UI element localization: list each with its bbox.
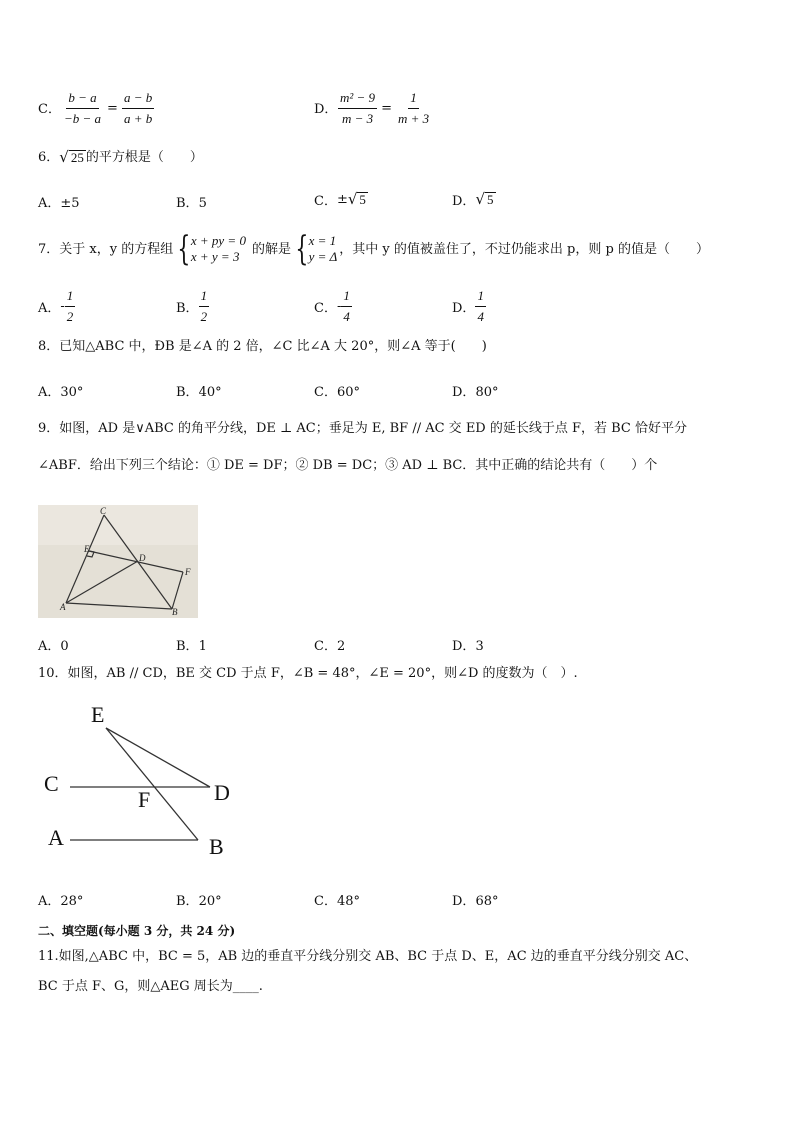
left-brace-icon: { (295, 229, 309, 269)
q9-label-c: C (100, 506, 107, 516)
q7-stem: 7．关于 x，y 的方程组 { x + py = 0 x + y = 3 的解是 { x = 1 y = Δ ，其中 y 的值被盖住了，不过仍能求出 p，则 p 的值是（ ） (38, 229, 709, 269)
q10-option-c: C．48° (314, 894, 360, 909)
q9-option-b: B．1 (176, 639, 207, 654)
q5-option-c-expression: $\frac{b - a}{-b - a}$ = $\frac{a - b}{a + b}$ (64, 90, 153, 126)
q11-stem-line2: BC 于点 F、G，则△AEG 周长为____. (38, 979, 263, 994)
q5-d-fraction-right: $\frac{1}{m + 3}$ (397, 90, 430, 126)
q9-stem-line1: 9．如图，AD 是∨ABC 的角平分线，DE ⊥ AC；垂足为 E, BF // AC 交 ED 的延长线于点 F，若 BC 恰好平分 (38, 421, 688, 436)
q9-option-d: D．3 (452, 639, 484, 654)
q7-option-c: C． - $\frac{1}{4}$ (314, 288, 350, 324)
q8-option-d: D．80° (452, 385, 499, 400)
q9-options (38, 635, 758, 655)
q10-parallel-lines-diagram (38, 700, 248, 865)
q9-label-e: E (84, 544, 90, 554)
q7-option-a: A． - $\frac{1}{2}$ (38, 288, 74, 324)
q7-solution-system: x = 1 y = Δ (308, 233, 338, 264)
q9-figure (38, 505, 198, 618)
q5-option-c-label: C． (38, 102, 61, 117)
q6-option-d: D． √ 5 (452, 190, 494, 209)
q9-label-b: B (172, 607, 178, 617)
q10-figure (38, 700, 248, 865)
section-heading: 二、填空题(每小题 3 分，共 24 分) (38, 924, 236, 938)
q6-stem: 6． √ 25 的平方根是（ ） (38, 148, 203, 167)
q8-option-c: C．60° (314, 385, 360, 400)
q6-option-a: A．±5 (38, 196, 80, 211)
q7-option-b: B． $\frac{1}{2}$ (176, 288, 208, 324)
q7-options (38, 288, 758, 328)
q5-c-fraction-left: $\frac{b - a}{-b - a}$ (64, 90, 102, 126)
q8-option-a: A．30° (38, 385, 84, 400)
q6-options (38, 192, 758, 212)
q9-triangle-diagram (38, 505, 198, 618)
q5-option-d-expression: $\frac{\text{m² − 9}}{m - 3}$ = $\frac{1}{m + 3}$ (340, 90, 430, 126)
q9-stem-line2: ∠ABF．给出下列三个结论：① DE = DF；② DB = DC；③ AD ⊥ BC．其中正确的结论共有（ ）个 (38, 458, 658, 473)
q5-option-d-label: D． (314, 102, 338, 117)
q7-equation-system: x + py = 0 x + y = 3 (190, 233, 246, 264)
q6-option-b: B．5 (176, 196, 207, 211)
q5-d-fraction-left: $\frac{\text{m² − 9}}{m - 3}$ (340, 90, 376, 126)
q9-label-a: A (60, 602, 66, 612)
q10-option-d: D．68° (452, 894, 499, 909)
q10-label-e: E (91, 702, 105, 727)
q6-option-c: C． ± √ 5 (314, 190, 366, 209)
q10-label-b: B (209, 834, 224, 859)
sqrt-symbol: √ 5 (475, 190, 494, 209)
sqrt-symbol: √ 25 (59, 148, 84, 167)
left-brace-icon: { (177, 229, 191, 269)
q7-option-d: D． $\frac{1}{4}$ (452, 288, 484, 324)
q10-options (38, 890, 758, 910)
q9-option-c: C．2 (314, 639, 346, 654)
q8-option-b: B．40° (176, 385, 222, 400)
q10-label-a: A (48, 825, 64, 850)
q10-option-a: A．28° (38, 894, 84, 909)
q10-stem: 10．如图，AB // CD，BE 交 CD 于点 F，∠B = 48°，∠E = 20°，则∠D 的度数为（ ）. (38, 666, 578, 681)
q8-options (38, 381, 758, 401)
q11-stem-line1: 11.如图,△ABC 中，BC = 5，AB 边的垂直平分线分别交 AB、BC 于点 D、E，AC 边的垂直平分线分别交 AC、 (38, 949, 698, 964)
q5-c-fraction-right: $\frac{a - b}{a + b}$ (123, 90, 153, 126)
q10-label-d: D (214, 780, 230, 805)
q9-option-a: A．0 (38, 639, 69, 654)
q9-label-f: F (185, 567, 191, 577)
q10-option-b: B．20° (176, 894, 222, 909)
q9-label-d: D (139, 553, 146, 563)
q8-stem: 8．已知△ABC 中，ÐB 是∠A 的 2 倍，∠C 比∠A 大 20°，则∠A 等于( ) (38, 339, 487, 354)
q10-label-c: C (44, 771, 59, 796)
q10-label-f: F (138, 787, 151, 812)
sqrt-symbol: √ 5 (347, 190, 366, 209)
